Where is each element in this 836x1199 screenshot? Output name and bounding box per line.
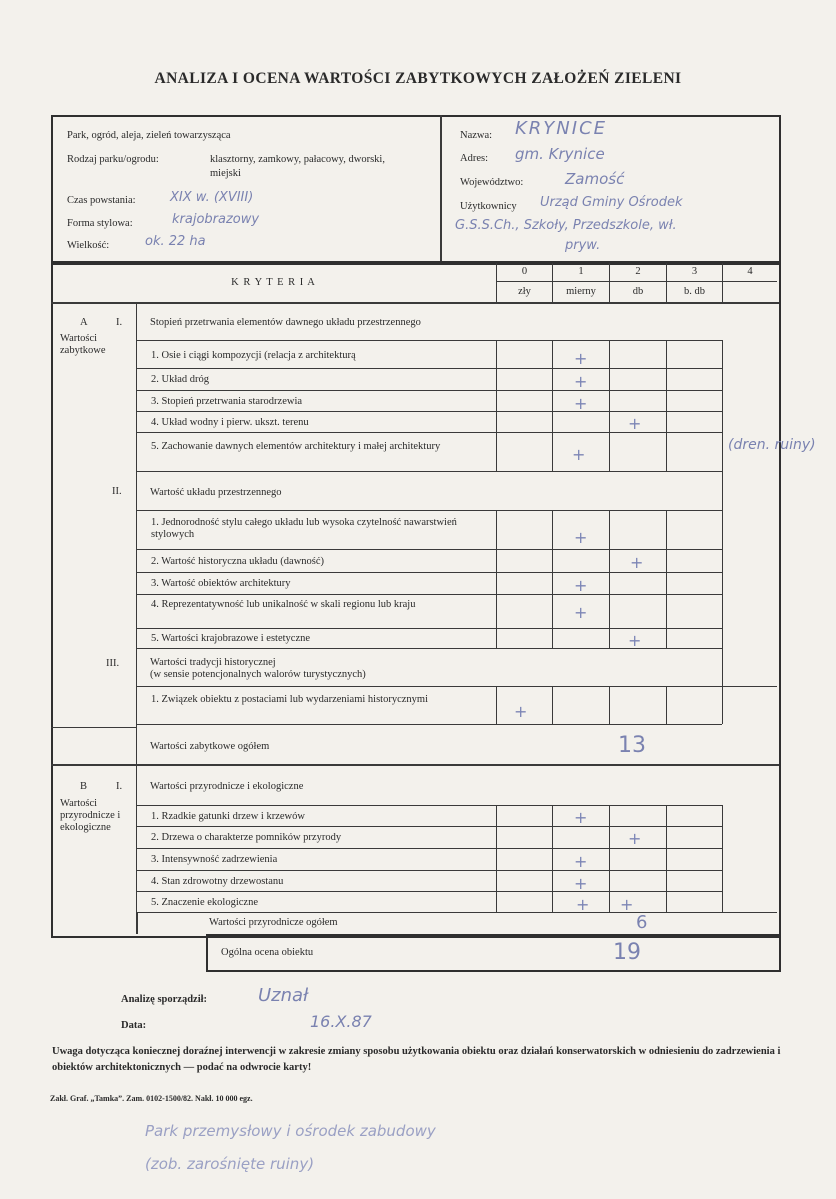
a-i-item-2: 2. Układ dróg [151, 374, 210, 385]
row-line [137, 549, 722, 550]
row-line [137, 572, 722, 573]
section-b-letter: B [80, 781, 88, 792]
section-a-name: Wartości zabytkowe [60, 333, 106, 356]
size-value: ok. 22 ha [145, 234, 206, 249]
row-line [137, 891, 722, 892]
row-line [137, 390, 722, 391]
a-i-item-1: 1. Osie i ciągi kompozycji (relacja z architekturą [151, 350, 356, 361]
criteria-label: K R Y T E R I A [231, 277, 316, 288]
check-mark: + [630, 553, 644, 572]
row-line [137, 471, 722, 472]
a-i-item-3: 3. Stopień przetrwania starodrzewia [151, 396, 303, 407]
col-line [609, 263, 610, 302]
style-value: krajobrazowy [172, 212, 260, 227]
style-label: Forma stylowa: [67, 218, 133, 229]
score-3: 3 [691, 266, 698, 277]
row-line [137, 628, 722, 629]
users-value-2: G.S.S.Ch., Szkoły, Przedszkole, wł. [455, 218, 677, 233]
period-label: Czas powstania: [67, 195, 136, 206]
col-line [552, 510, 553, 648]
users-label: Użytkownicy [460, 201, 517, 212]
b-i-item-2: 2. Drzewa o charakterze pomników przyrody [151, 832, 342, 843]
criteria-header-bottom [51, 302, 779, 304]
address-label: Adres: [460, 153, 488, 164]
col-line [609, 510, 610, 648]
section-a-i: I. [116, 317, 123, 328]
col-line [609, 805, 610, 912]
a-ii-item-5: 5. Wartości krajobrazowe i estetyczne [151, 633, 311, 644]
b-i-item-1: 1. Rzadkie gatunki drzew i krzewów [151, 811, 305, 822]
users-value-1: Urząd Gminy Ośrodek [540, 195, 683, 210]
park-type-label: Rodzaj parku/ogrodu: [67, 154, 159, 165]
handwritten-note-1: Park przemysłowy i ośrodek zabudowy [145, 1122, 436, 1140]
analyst-label: Analizę sporządził: [121, 994, 208, 1005]
b-i-item-3: 3. Intensywność zadrzewienia [151, 854, 278, 865]
a-i-item-5: 5. Zachowanie dawnych elementów architektury i małej architektury [151, 441, 441, 452]
check-mark: + [628, 829, 642, 848]
score-name-0: zły [518, 286, 531, 297]
check-mark: + [574, 603, 588, 622]
page-title: ANALIZA I OCENA WARTOŚCI ZABYTKOWYCH ZAŁOŻEŃ ZIELENI [154, 70, 682, 87]
side-note: (dren. ruiny) [728, 437, 816, 453]
col-line [722, 340, 723, 724]
check-mark: + [514, 702, 528, 721]
section-a-ii: II. [112, 486, 122, 497]
col-line [666, 686, 667, 724]
a-total-label: Wartości zabytkowe ogółem [150, 741, 270, 752]
printer-imprint: Zakł. Graf. „Tamka”. Zam. 0102-1500/82. Nakł. 10 000 egz. [50, 1094, 253, 1103]
a-ii-item-2: 2. Wartość historyczna układu (dawność) [151, 556, 325, 567]
check-mark: + [576, 895, 590, 914]
check-mark: + [574, 349, 588, 368]
check-mark: + [574, 852, 588, 871]
a-ii-item-1: 1. Jednorodność stylu całego układu lub wysoka czytelność nawarstwień stylowych [151, 517, 457, 540]
score-4: 4 [747, 266, 753, 277]
section-ab-separator [51, 764, 779, 766]
row-line [137, 724, 722, 725]
voivodeship-value: Zamość [565, 170, 625, 188]
score-2: 2 [635, 266, 641, 277]
users-value-3: pryw. [565, 238, 601, 253]
analyst-value: Uznał [258, 985, 309, 1006]
a-iii-title-line [137, 686, 777, 687]
left-col-sep-a [51, 727, 137, 728]
check-mark: + [620, 895, 634, 914]
a-i-item-4: 4. Układ wodny i pierw. ukszt. terenu [151, 417, 309, 428]
a-ii-item-3: 3. Wartość obiektów architektury [151, 578, 291, 589]
col-line [722, 263, 723, 302]
criteria-header-mid [496, 281, 777, 282]
a-ii-item-4: 4. Reprezentatywność lub unikalność w skali regionu lub kraju [151, 599, 416, 610]
overall-value: 19 [613, 940, 641, 965]
col-line [666, 805, 667, 912]
top-info-divider [440, 115, 442, 263]
section-b-name: Wartości przyrodnicze i ekologiczne [60, 798, 121, 833]
intervention-notice: Uwaga dotycząca koniecznej doraźnej interwencji w zakresie zmiany sposobu użytkowania obiektu oraz działań konserwatorskich w odniesieniu do zadrzewienia i obiektów architektonicznych — podać na odwrocie karty! [52, 1046, 781, 1073]
row-line [137, 912, 777, 913]
b-i-item-4: 4. Stan zdrowotny drzewostanu [151, 876, 284, 887]
b-i-item-5: 5. Znaczenie ekologiczne [151, 897, 258, 908]
score-name-1: mierny [566, 286, 596, 297]
a-ii-title: Wartość układu przestrzennego [150, 487, 282, 498]
row-line [137, 368, 722, 369]
a-total-value: 13 [618, 733, 646, 758]
check-mark: + [628, 631, 642, 650]
col-line [609, 340, 610, 471]
col-line [137, 912, 138, 934]
col-line [609, 686, 610, 724]
date-value: 16.X.87 [310, 1012, 372, 1031]
a-i-title: Stopień przetrwania elementów dawnego układu przestrzennego [150, 317, 421, 328]
check-mark: + [574, 528, 588, 547]
a-ii-title-line [137, 510, 722, 511]
b-i-title-line [137, 805, 722, 806]
section-a-iii: III. [106, 658, 120, 669]
name-label: Nazwa: [460, 130, 493, 141]
a-iii-item-1: 1. Związek obiektu z postaciami lub wydarzeniami historycznymi [151, 694, 428, 705]
row-line [137, 411, 722, 412]
left-col-divider [136, 302, 137, 934]
check-mark: + [572, 445, 586, 464]
col-line [496, 510, 497, 648]
check-mark: + [574, 394, 588, 413]
a-iii-title-2: (w sensie potencjonalnych walorów turystycznych) [150, 669, 366, 680]
col-line [496, 686, 497, 724]
voivodeship-label: Województwo: [460, 177, 524, 188]
date-label: Data: [121, 1020, 147, 1031]
b-total-value: 6 [636, 912, 648, 933]
overall-label: Ogólna ocena obiektu [221, 947, 314, 958]
section-a-letter: A [80, 317, 88, 328]
a-i-title-line [137, 340, 722, 341]
row-line [137, 594, 722, 595]
col-line [666, 340, 667, 471]
size-label: Wielkość: [67, 240, 110, 251]
col-line [496, 340, 497, 471]
a-iii-title-1: Wartości tradycji historycznej [150, 657, 276, 668]
score-name-3: b. db [684, 286, 705, 297]
row-line [137, 826, 722, 827]
row-line [137, 848, 722, 849]
col-line [552, 805, 553, 912]
section-b-i: I. [116, 781, 123, 792]
col-line [666, 510, 667, 648]
score-0: 0 [521, 266, 528, 277]
col-line [666, 263, 667, 302]
check-mark: + [574, 372, 588, 391]
handwritten-note-2: (zob. zarośnięte ruiny) [145, 1155, 315, 1173]
check-mark: + [574, 874, 588, 893]
b-total-label: Wartości przyrodnicze ogółem [209, 917, 338, 928]
check-mark: + [628, 414, 642, 433]
col-line [496, 805, 497, 912]
b-i-title: Wartości przyrodnicze i ekologiczne [150, 781, 304, 792]
period-value: XIX w. (XVIII) [170, 190, 254, 205]
park-label: Park, ogród, aleja, zieleń towarzysząca [67, 130, 231, 141]
park-type-options-2: miejski [210, 168, 241, 179]
check-mark: + [574, 576, 588, 595]
score-name-2: db [632, 286, 644, 297]
col-line [552, 340, 553, 471]
row-line [137, 870, 722, 871]
col-line [552, 263, 553, 302]
name-value: KRYNICE [515, 118, 608, 139]
col-line [552, 686, 553, 724]
park-type-options: klasztorny, zamkowy, pałacowy, dworski, [210, 154, 385, 165]
address-value: gm. Krynice [515, 145, 605, 163]
check-mark: + [574, 808, 588, 827]
col-line [722, 805, 723, 912]
score-1: 1 [578, 266, 584, 277]
